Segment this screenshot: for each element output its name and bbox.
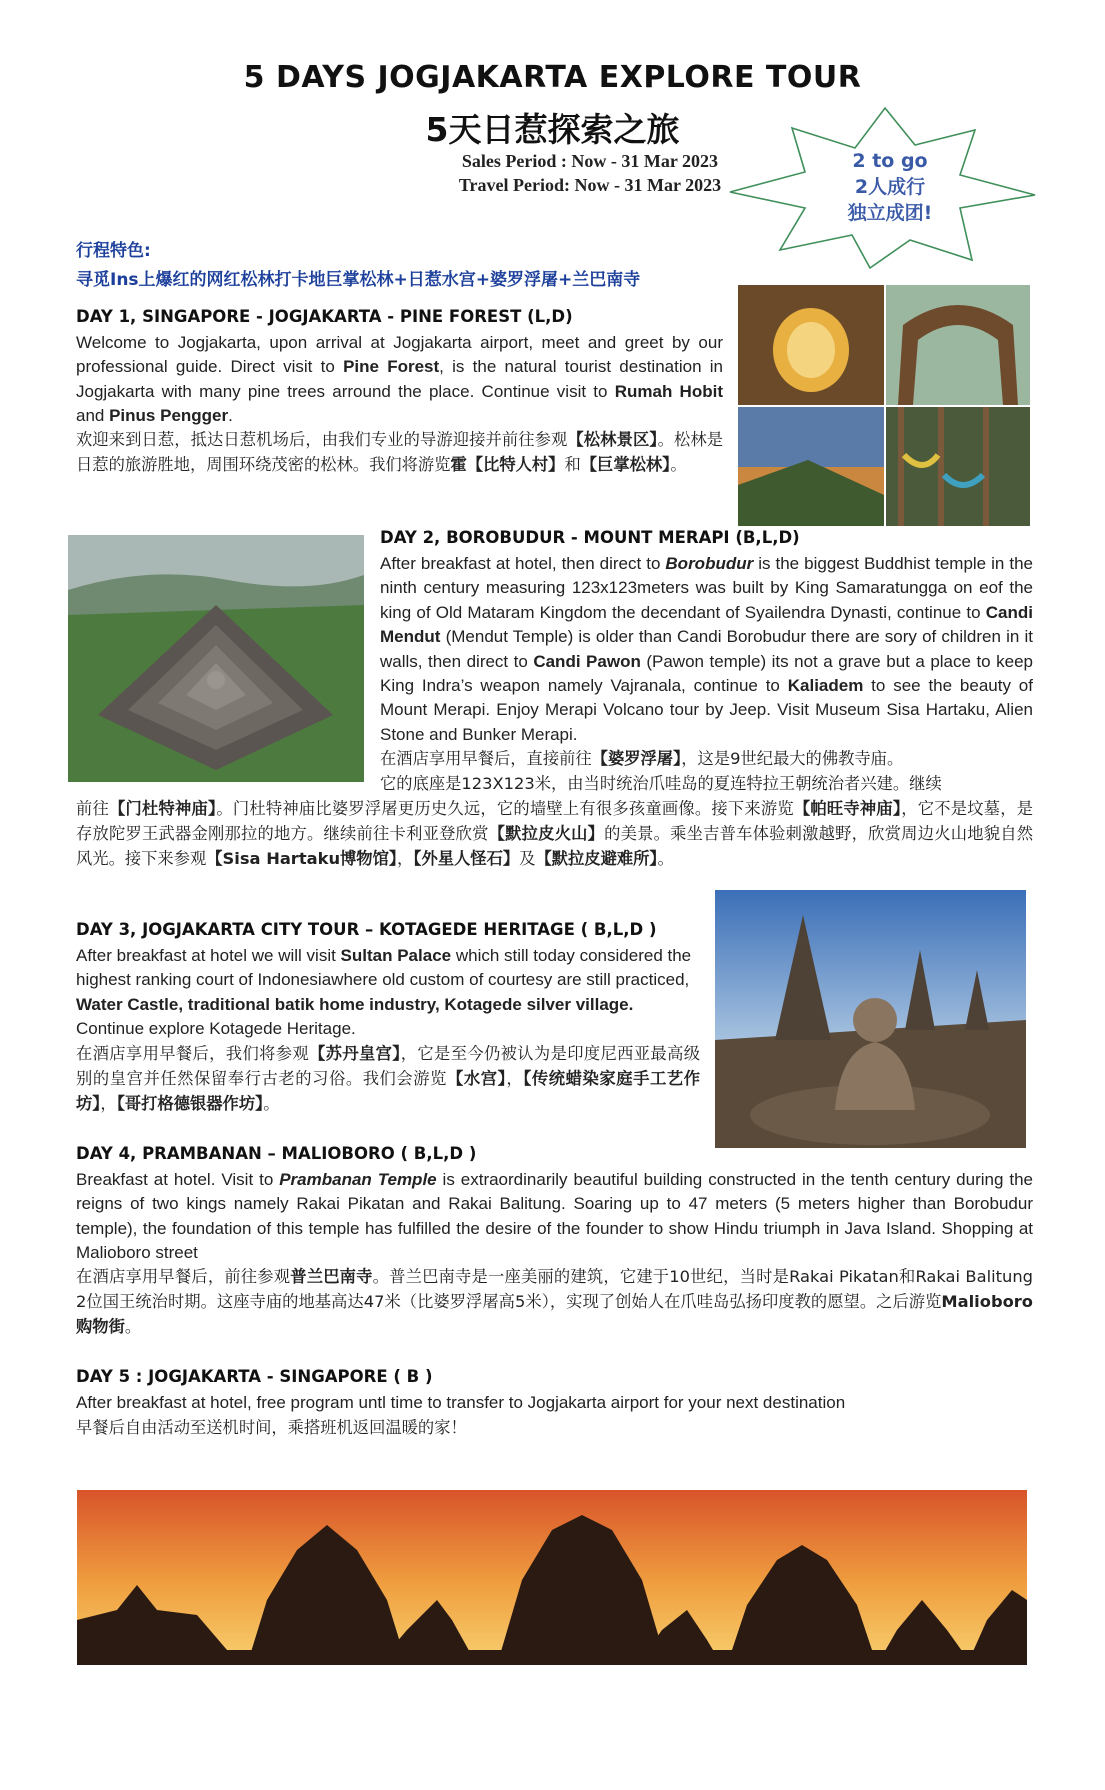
day4-chinese: 在酒店享用早餐后，前往参观普兰巴南寺。普兰巴南寺是一座美丽的建筑，它建于10世纪，当时是Rakai Pikatan和Rakai Balitung 2位国王统治时期。这座寺庙的地基高达47米（比婆罗浮屠高5米），实现了创始人在爪哇岛弘扬印度教的愿望。之后游览Malioboro购物街。: [76, 1267, 1033, 1336]
travel-period: Travel Period: Now - 31 Mar 2023: [458, 175, 722, 195]
day1-english: Welcome to Jogjakarta, upon arrival at Jogjakarta airport, meet and greet by our professional guide. Direct visit to Pine Forest, is the natural tourist destination in Jogjakarta with many pine trees arround the place. Continue visit to Rumah Hobit and Pinus Pengger.: [76, 333, 724, 426]
badge-line-2: 2人成行: [854, 176, 926, 198]
borobudur-buddha-image: [715, 890, 1026, 1148]
highlights-text: 寻觅Ins上爆红的网红松林打卡地巨掌松林+日惹水宫+婆罗浮屠+兰巴南寺: [76, 270, 641, 290]
day3-english: After breakfast at hotel we will visit Sultan Palace which still today considered the highest ranking court of Indonesiawhere old custom of courtesy are still practiced, Water Castle, traditional batik home industry, Kotagede silver village. Continue explore Kotagede Heritage.: [76, 946, 692, 1039]
page-title: 5 DAYS JOGJAKARTA EXPLORE TOUR: [243, 60, 862, 95]
day2-chinese-rest: 前往【门杜特神庙】。门杜特神庙比婆罗浮屠更历史久远，它的墙壁上有很多孩童画像。接下来游览【帕旺寺神庙】，它不是坟墓，是存放陀罗王武器金刚那拉的地方。继续前往卡利亚登欣赏【默拉皮火山】的美景。乘坐吉普车体验刺激越野，欣赏周边火山地貌自然风光。接下来参观【Sisa Hartaku博物馆】，【外星人怪石】及【默拉皮避难所】。: [76, 799, 1033, 868]
highlights-label: 行程特色:: [76, 241, 151, 261]
day4-heading: DAY 4, PRAMBANAN – MALIOBORO ( B,L,D ): [76, 1144, 477, 1163]
day5-english: After breakfast at hotel, free program untl time to transfer to Jogjakarta airport for your next destination: [76, 1393, 846, 1412]
borobudur-aerial-image: [68, 535, 364, 782]
day4-english: Breakfast at hotel. Visit to Prambanan Temple is extraordinarily beautiful building constructed in the tenth century during the reigns of two kings namely Rakai Pikatan and Rakai Balitung. Soaring up to 47 meters (5 meters higher than Borobudur temple), the foundation of this temple has fulfilled the desire of the founder to show Hindu triumph in Java Island. Shopping at Malioboro street: [76, 1170, 1033, 1263]
prambanan-sunset-image: [77, 1490, 1027, 1665]
day5-chinese: 早餐后自由活动至送机时间，乘搭班机返回温暖的家！: [76, 1418, 467, 1437]
badge-line-3: 独立成团!: [847, 202, 933, 224]
day3-heading: DAY 3, JOGJAKARTA CITY TOUR – KOTAGEDE HERITAGE ( B,L,D ): [76, 920, 657, 939]
sales-period: Sales Period : Now - 31 Mar 2023: [461, 151, 719, 171]
day2-chinese-line1: 在酒店享用早餐后，直接前往【婆罗浮屠】，这是9世纪最大的佛教寺庙。: [380, 749, 904, 768]
day1-chinese: 欢迎来到日惹，抵达日惹机场后，由我们专业的导游迎接并前往参观【松林景区】。松林是日惹的旅游胜地，周围环绕茂密的松林。我们将游览霍【比特人村】和【巨掌松林】。: [76, 430, 723, 474]
page-title-chinese: 5天日惹探索之旅: [425, 110, 680, 149]
badge-text: [810, 148, 970, 226]
day2-heading: DAY 2, BOROBUDUR - MOUNT MERAPI (B,L,D): [380, 528, 800, 547]
day5-heading: DAY 5 : JOGJAKARTA - SINGAPORE ( B ): [76, 1367, 433, 1386]
day1-heading: DAY 1, SINGAPORE - JOGJAKARTA - PINE FOREST (L,D): [76, 307, 573, 326]
badge-line-1: 2 to go: [852, 150, 928, 172]
day3-chinese: 在酒店享用早餐后，我们将参观【苏丹皇宫】，它是至今仍被认为是印度尼西亚最高级别的皇宫并任然保留奉行古老的习俗。我们会游览【水宫】，【传统蜡染家庭手工艺作坊】，【哥打格德银器作坊】。: [76, 1044, 700, 1113]
day2-chinese-line2: 它的底座是123X123米，由当时统治爪哇岛的夏连特拉王朝统治者兴建。继续: [380, 774, 942, 793]
day2-english: After breakfast at hotel, then direct to Borobudur is the biggest Buddhist temple in the ninth century measuring 123x123meters was built by King Samaratungga on eof the king of Old Mataram Kingdom the decendant of Syailendra Dynasti, continue to Candi Mendut (Mendut Temple) is older than Candi Borobudur there are sory of children in it walls, then direct to Candi Pawon (Pawon temple) its not a grave but a place to keep King Indra’s weapon namely Vajranala, continue to Kaliadem to see the beauty of Mount Merapi. Enjoy Merapi Volcano tour by Jeep. Visit Museum Sisa Hartaku, Alien Stone and Bunker Merapi.: [380, 554, 1033, 744]
pine-forest-collage-image: [738, 285, 1030, 526]
